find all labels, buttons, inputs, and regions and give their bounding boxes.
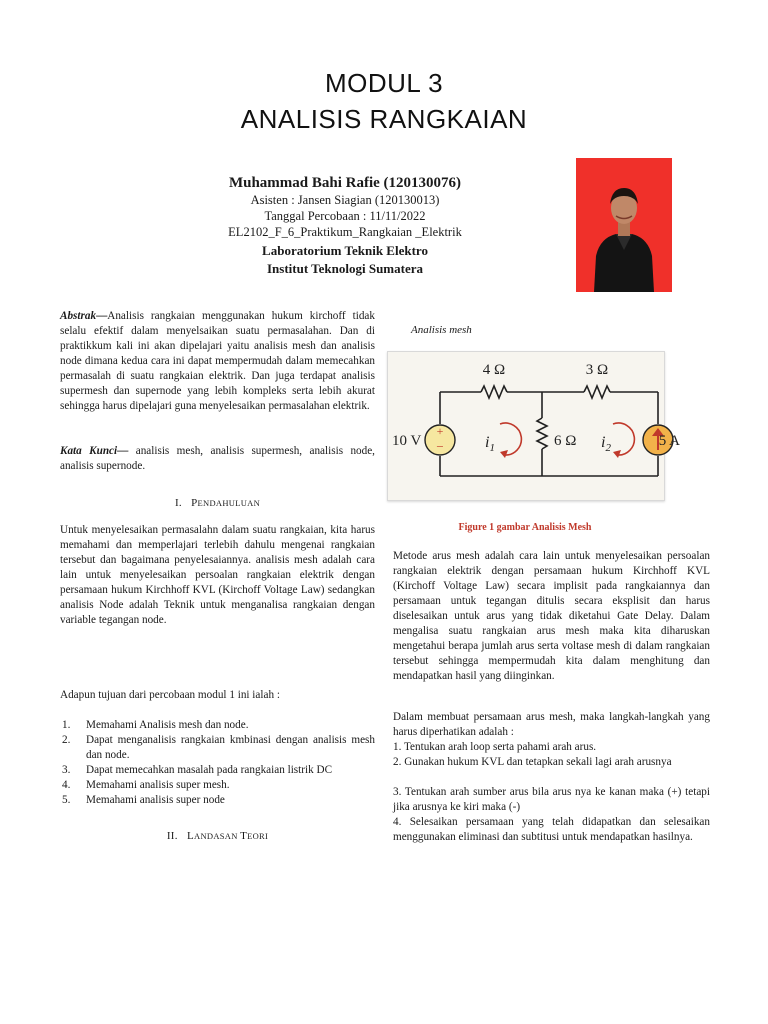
section-heading-pendahuluan	[60, 497, 375, 509]
mesh-current-symbol: i	[485, 434, 490, 451]
section-cap: P	[191, 497, 198, 509]
abstract-label: Abstrak	[60, 310, 97, 322]
source-plus: +	[436, 424, 444, 438]
list-item-number: 1.	[62, 719, 71, 731]
source-minus: −	[436, 439, 444, 454]
step-2: 2. Gunakan hukum KVL dan tetapkan sekali lagi arah arusnya	[393, 756, 672, 768]
list-item-number: 4.	[62, 779, 71, 791]
keywords-dash: —	[117, 445, 129, 457]
page-title-line1: MODUL 3	[324, 68, 444, 98]
assistant-info: Asisten : Jansen Siagian (120130013)	[250, 193, 440, 207]
section-cap: L	[186, 830, 194, 842]
mesh-current-symbol: i	[601, 434, 606, 451]
mesh-current-i1	[485, 434, 495, 454]
keywords-label: Kata Kunci	[60, 445, 118, 457]
lab-name: Laboratorium Teknik Elektro	[262, 243, 428, 258]
section-number: II.	[166, 830, 178, 842]
institute-name: Institut Teknologi Sumatera	[266, 261, 424, 276]
list-item-text: Memahami Analisis mesh dan node.	[86, 719, 249, 731]
list-item	[60, 718, 375, 733]
section-heading-landasan-teori	[60, 830, 375, 842]
author-name: Muhammad Bahi Rafie (120130076)	[228, 175, 462, 191]
step-3: 3. Tentukan arah sumber arus bila arus nya ke kanan maka (+) tetapi jika arusnya ke kiri maka (-)	[393, 786, 710, 813]
list-item	[60, 778, 375, 793]
section-rest: ANDASAN	[194, 831, 241, 841]
resistor-label-3: 3 Ω	[585, 362, 609, 378]
list-item-text: Dapat memecahkan masalah pada rangkaian listrik DC	[86, 764, 333, 776]
circuit-figure	[387, 351, 680, 501]
mesh-arrow-icon	[500, 423, 521, 455]
list-item	[60, 763, 375, 778]
intro-paragraph: Untuk menyelesaikan permasalahn dalam suatu rangkaian, kita harus memahami dan memperlajari terlebih dahulu mengenai rangkaian tersebut dan bagaimana penyelesaiannya. analisis mesh adalah cara lain untuk menyelesaikan persoalan rangkaian elektrik dengan persamaan hukum Kirchhoff KVL (Kirchoff Voltage Law) sedangkan analisis Node adalah Teknik untuk menganalisa rangkaian dengan variable tegangan node.	[60, 524, 375, 626]
resistor-label-4: 4 Ω	[482, 362, 506, 378]
page-title-line2: ANALISIS RANGKAIAN	[240, 104, 528, 134]
current-label: 5 A	[658, 433, 680, 449]
list-item	[60, 733, 375, 763]
step-4: 4. Selesaikan persamaan yang telah didapatkan dan selesaikan menggunakan eliminasi dan subtitusi untuk mendapatkan hasilnya.	[393, 816, 710, 843]
circuit-diagram	[388, 352, 680, 500]
experiment-date: Tanggal Percobaan : 11/11/2022	[264, 209, 426, 223]
abstract-text: Analisis rangkaian menggunakan hukum kirchoff tidak selalu efektif dalam menyelsaikan suatu permasalahan. Dan di praktikkum kali ini akan dipelajari yaitu analisis mesh dan analisis node dimana kedua cara ini dapat mempermudah dalam memecahkan permasalah di suatu rangkaian elektrik. Dan juga terdapat analisis supermesh dan supernode yang lebih kompleks serta lebih akurat sehingga harus dipelajari guna menyelesaikan permasalahan elektrik.	[60, 310, 375, 412]
list-item-text: Memahami analisis super node	[86, 794, 225, 806]
person-icon	[576, 158, 672, 292]
objectives-list	[60, 718, 375, 808]
abstract	[60, 309, 375, 414]
mesh-current-subscript: 2	[605, 442, 611, 454]
mesh-current-subscript: 1	[489, 442, 495, 454]
mesh-current-i2	[601, 434, 611, 454]
list-item-text: Memahami analisis super mesh.	[86, 779, 230, 791]
section-number: I.	[174, 497, 182, 509]
voltage-label: 10 V	[392, 433, 422, 449]
section-cap: T	[240, 830, 248, 842]
figure-heading: Analisis mesh	[411, 324, 472, 336]
steps-intro: Dalam membuat persamaan arus mesh, maka langkah-langkah yang harus diperhatikan adalah :	[393, 711, 710, 738]
section-rest: EORI	[247, 831, 269, 841]
abstract-dash: —	[96, 310, 108, 322]
course-code: EL2102_F_6_Praktikum_Rangkaian _Elektrik	[228, 225, 462, 239]
resistor-label-6: 6 Ω	[554, 433, 577, 449]
purpose-intro: Adapun tujuan dari percobaan modul 1 ini ialah :	[60, 689, 280, 701]
keywords	[60, 444, 375, 474]
list-item	[60, 793, 375, 808]
list-item-number: 3.	[62, 764, 71, 776]
mesh-method-paragraph: Metode arus mesh adalah cara lain untuk menyelesaikan persoalan rangkaian elektrik dengan persamaan hukum Kirchhoff KVL (Kirchoff Voltage Law) secara implisit pada rangkaiannya dan persamaan untuk tegangan ditulis secara eksplisit dan harus diselesaikan untuk arus yang tidak diketahui Gate Delay. Dalam mengalisa suatu rangkaian arus mesh maka kita diharuskan mengetahui berapa jumlah arus serta voltase mesh di dalam rangkaian tersebut sehingga mempermudah kita dalam menghitung dan mendapatkan hasil yang diinginkan.	[393, 550, 710, 682]
list-item-number: 2.	[62, 734, 71, 746]
list-item-text: Dapat menganalisis rangkaian kmbinasi dengan analisis mesh dan node.	[86, 734, 375, 761]
figure-caption: Figure 1 gambar Analisis Mesh	[458, 522, 592, 533]
mesh-arrow-icon	[613, 423, 634, 455]
step-1: 1. Tentukan arah loop serta pahami arah arus.	[393, 741, 597, 753]
keywords-text: analisis mesh, analisis supermesh, analisis node, analisis supernode.	[60, 445, 375, 472]
author-photo	[576, 158, 672, 292]
section-rest: ENDAHULUAN	[197, 498, 261, 508]
list-item-number: 5.	[62, 794, 71, 806]
